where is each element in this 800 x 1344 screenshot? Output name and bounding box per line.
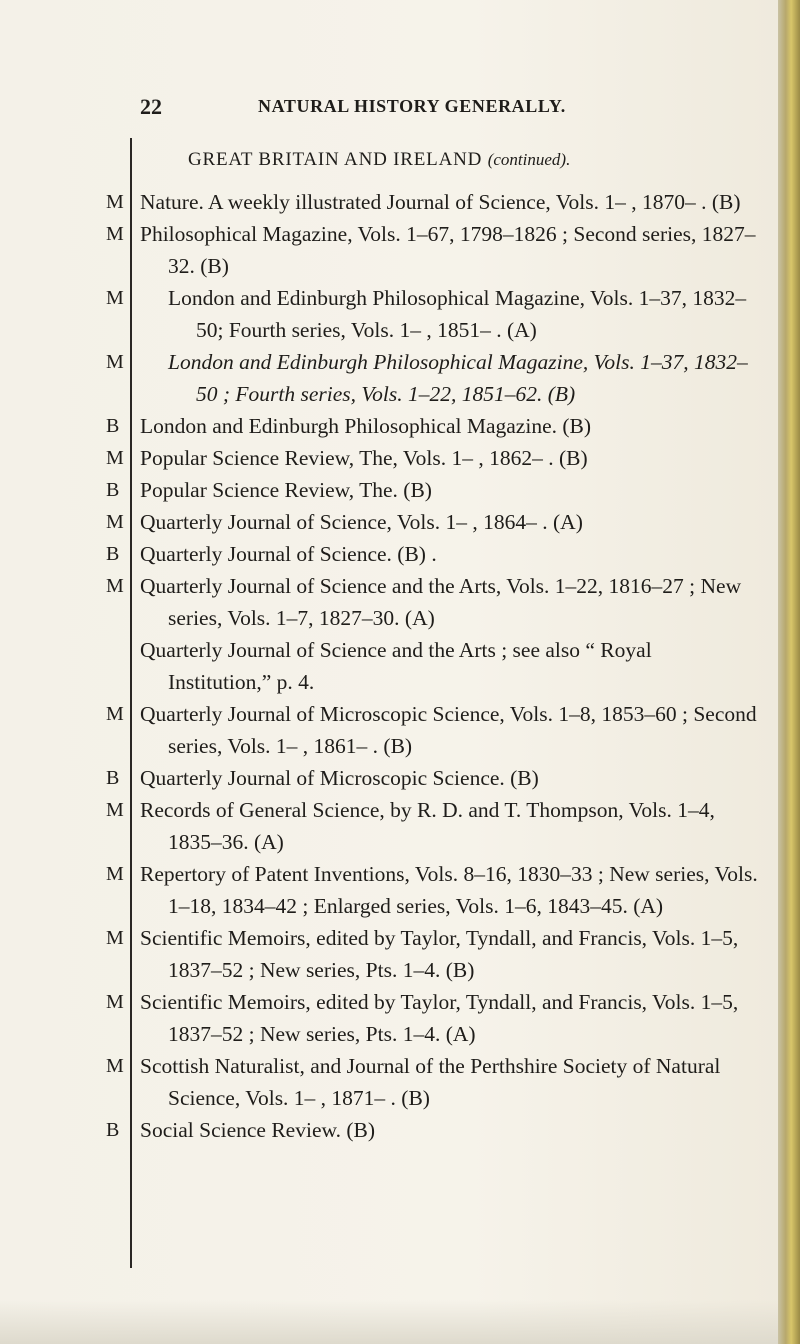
list-item bbox=[0, 570, 780, 634]
list-item bbox=[0, 410, 780, 442]
section-title bbox=[188, 149, 570, 171]
section-title-text: GREAT BRITAIN AND IRELAND bbox=[188, 149, 483, 170]
entry-text: London and Edinburgh Philosophical Magazine. (B) bbox=[140, 414, 592, 438]
entry-list bbox=[0, 186, 780, 1146]
list-item bbox=[0, 474, 780, 506]
entry-text: Quarterly Journal of Microscopic Science. (B) bbox=[140, 766, 539, 790]
entry-text: Quarterly Journal of Microscopic Science, Vols. 1–8, 1853–60 ; Second series, Vols. 1– , 1861– . (B) bbox=[140, 702, 757, 758]
page-bottom-shadow bbox=[0, 1300, 780, 1344]
entry-text: Records of General Science, by R. D. and T. Thompson, Vols. 1–4, 1835–36. (A) bbox=[140, 798, 715, 854]
entry-text: London and Edinburgh Philosophical Magazine, Vols. 1–37, 1832–50 ; Fourth series, Vols. 1–22, 1851–62. (B) bbox=[168, 350, 748, 406]
library-mark: M bbox=[106, 703, 124, 725]
library-mark: B bbox=[106, 479, 120, 501]
entry-text: Quarterly Journal of Science and the Arts ; see also “ Royal Institution,” p. 4. bbox=[140, 638, 652, 694]
book-edge bbox=[778, 0, 800, 1344]
list-item bbox=[0, 634, 780, 698]
library-mark: B bbox=[106, 415, 120, 437]
entry-text: Social Science Review. (B) bbox=[140, 1118, 376, 1142]
library-mark: M bbox=[106, 447, 124, 469]
library-mark: M bbox=[106, 351, 124, 373]
entry-text: Quarterly Journal of Science. (B) . bbox=[140, 542, 437, 566]
entry-text: Popular Science Review, The, Vols. 1– , 1862– . (B) bbox=[140, 446, 588, 470]
library-mark: M bbox=[106, 287, 124, 309]
library-mark: M bbox=[106, 991, 124, 1013]
list-item bbox=[0, 506, 780, 538]
library-mark: M bbox=[106, 927, 124, 949]
library-mark: M bbox=[106, 863, 124, 885]
library-mark: B bbox=[106, 767, 120, 789]
entry-text: Popular Science Review, The. (B) bbox=[140, 478, 432, 502]
library-mark: B bbox=[106, 543, 120, 565]
list-item bbox=[0, 1114, 780, 1146]
entry-text: Quarterly Journal of Science and the Arts, Vols. 1–22, 1816–27 ; New series, Vols. 1–7, 1827–30. (A) bbox=[140, 574, 742, 630]
library-mark: M bbox=[106, 575, 124, 597]
section-continued: (continued). bbox=[487, 150, 571, 169]
entry-text: Repertory of Patent Inventions, Vols. 8–16, 1830–33 ; New series, Vols. 1–18, 1834–42 ; Enlarged series, Vols. 1–6, 1843–45. (A) bbox=[140, 862, 758, 918]
list-item bbox=[0, 858, 780, 922]
running-title: NATURAL HISTORY GENERALLY. bbox=[258, 96, 566, 116]
list-item bbox=[0, 986, 780, 1050]
list-item bbox=[0, 538, 780, 570]
entry-text: Philosophical Magazine, Vols. 1–67, 1798–1826 ; Second series, 1827–32. (B) bbox=[140, 222, 756, 278]
entry-text: Quarterly Journal of Science, Vols. 1– , 1864– . (A) bbox=[140, 510, 583, 534]
list-item bbox=[0, 282, 780, 346]
list-item bbox=[0, 762, 780, 794]
library-mark: M bbox=[106, 511, 124, 533]
list-item bbox=[0, 1050, 780, 1114]
list-item bbox=[0, 346, 780, 410]
library-mark: M bbox=[106, 223, 124, 245]
entry-text: Scientific Memoirs, edited by Taylor, Tyndall, and Francis, Vols. 1–5, 1837–52 ; New series, Pts. 1–4. (B) bbox=[140, 926, 739, 982]
entry-text: Nature. A weekly illustrated Journal of Science, Vols. 1– , 1870– . (B) bbox=[140, 190, 741, 214]
list-item bbox=[0, 922, 780, 986]
entry-text: Scottish Naturalist, and Journal of the Perthshire Society of Natural Science, Vols. 1– , 1871– . (B) bbox=[140, 1054, 721, 1110]
page-number: 22 bbox=[140, 94, 162, 119]
library-mark: M bbox=[106, 191, 124, 213]
list-item bbox=[0, 218, 780, 282]
list-item bbox=[0, 794, 780, 858]
list-item bbox=[0, 186, 780, 218]
list-item bbox=[0, 442, 780, 474]
list-item bbox=[0, 698, 780, 762]
library-mark: M bbox=[106, 1055, 124, 1077]
library-mark: B bbox=[106, 1119, 120, 1141]
entry-text: Scientific Memoirs, edited by Taylor, Tyndall, and Francis, Vols. 1–5, 1837–52 ; New series, Pts. 1–4. (A) bbox=[140, 990, 739, 1046]
entry-text: London and Edinburgh Philosophical Magazine, Vols. 1–37, 1832–50; Fourth series, Vols. 1– , 1851– . (A) bbox=[168, 286, 747, 342]
library-mark: M bbox=[106, 799, 124, 821]
running-head bbox=[0, 94, 780, 124]
